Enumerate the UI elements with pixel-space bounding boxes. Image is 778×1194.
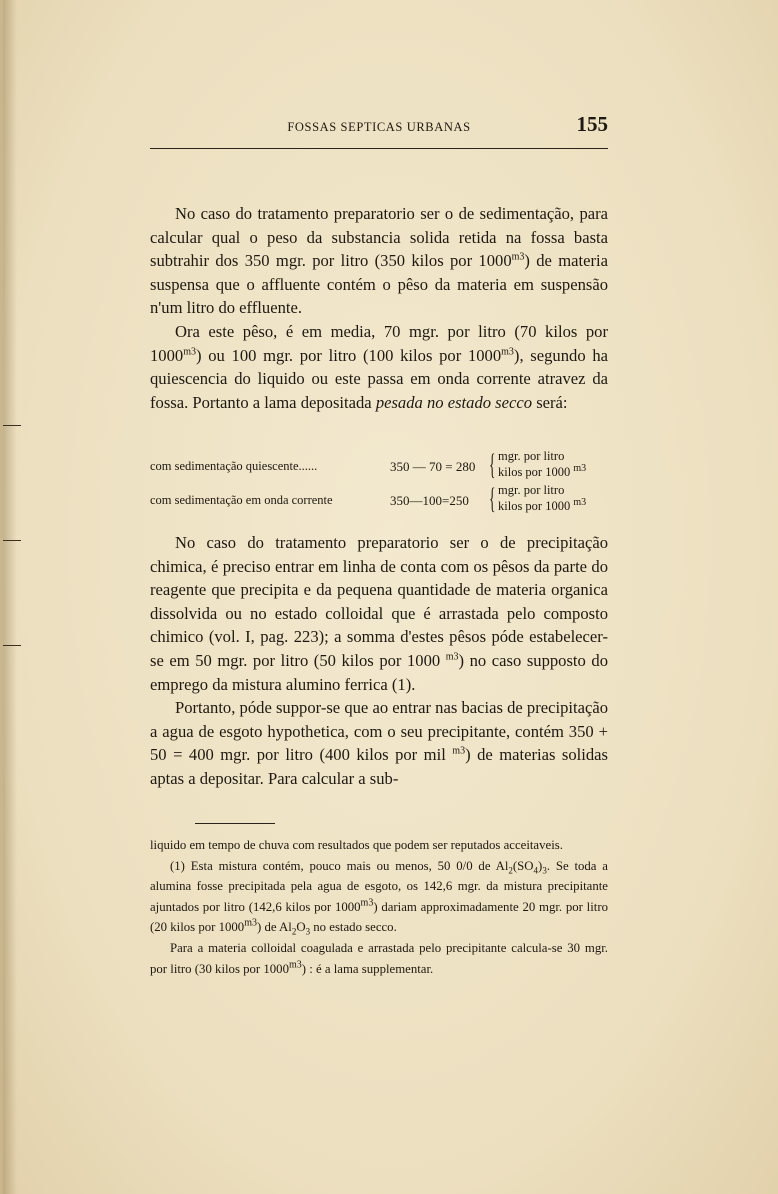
footnote-continued: liquido em tempo de chuva com resultados que podem ser reputados acceitaveis. [150, 838, 563, 852]
binding-shadow [3, 0, 17, 1194]
page-number: 155 [576, 112, 608, 136]
brace: { [488, 448, 496, 481]
formula-units: mgr. por litro kilos por 1000 $^{m3}$ [498, 449, 587, 479]
margin-mark [3, 425, 21, 426]
brace: { [488, 482, 496, 515]
formula-label: com sedimentação em onda corrente [150, 493, 333, 507]
formula-equation: 350—100=250 [390, 493, 469, 508]
margin-mark [3, 645, 21, 646]
formula-label: com sedimentação quiescente...... [150, 459, 318, 473]
paragraph-2: Ora este pêso, é em media, 70 mgr. por litro (70 kilos por $1000^{m3}$) ou 100 mgr. por litro (100 kilos por $1000^{m3}$), segundo ha quiescencia do liquido ou este passa em onda corrente atravez da fossa. Portanto a lama depositada pesada no estado secco será: [150, 321, 608, 412]
footnotes [150, 835, 608, 979]
paragraph-1: No caso do tratamento preparatorio ser o de sedimentação, para calcular qual o peso da substancia solida retida na fossa basta subtrahir dos 350 mgr. por litro (350 kilos por $1000^{m3}$) de materia suspensa que o affluente contém o pêso da materia em suspensão n'um litro do effluente. [150, 204, 609, 318]
running-title: FOSSAS SEPTICAS URBANAS [287, 120, 471, 134]
page-header [150, 112, 608, 149]
paragraph-3: No caso do tratamento preparatorio ser o de precipitação chimica, é preciso entrar em linha de conta com os pêsos da parte do reagente que precipita e da pequena quantidade de materia organica dissolvida ou no estado colloidal que é arrastada pelo composto chimico (vol. I, pag. 223); a somma d'estes pêsos póde estabelecer-se em 50 mgr. por litro (50 kilos por 1000 $^{m3}$) no caso supposto do emprego da mistura alumino ferrica (1). [150, 533, 608, 694]
footnote-rule [195, 823, 275, 824]
formula-units: mgr. por litro kilos por 1000 $^{m3}$ [498, 483, 587, 513]
formula-equation: 350 — 70 = 280 [390, 459, 476, 474]
formula-row [150, 482, 610, 516]
body-text-lower [150, 531, 608, 791]
margin-mark [3, 540, 21, 541]
body-text-upper [150, 202, 608, 414]
footnote-1: (1) Esta mistura contém, pouco mais ou menos, 50 0/0 de $Al_2(SO_4)_3$. Se toda a alumina fosse precipitada pela agua de esgoto, os 142,6 mgr. da mistura precipitante ajuntados por litro (142,6 kilos por $1000^{m3}$) dariam approximadamente 20 mgr. por litro (20 kilos por $1000^{m3}$) de $Al_2O_3$ no estado secco. [150, 858, 608, 937]
footnote-2: Para a materia colloidal coagulada e arrastada pelo precipitante calcula-se 30 mgr. por litro (30 kilos por $1000^{m3}$) : é a lama supplementar. [150, 940, 608, 976]
paragraph-4: Portanto, póde suppor-se que ao entrar nas bacias de precipitação a agua de esgoto hypothetica, com o seu precipitante, contém 350 + 50 = 400 mgr. por litro (400 kilos por mil $^{m3}$) de materias solidas aptas a depositar. Para calcular a sub- [150, 698, 609, 788]
formula-row [150, 448, 610, 482]
